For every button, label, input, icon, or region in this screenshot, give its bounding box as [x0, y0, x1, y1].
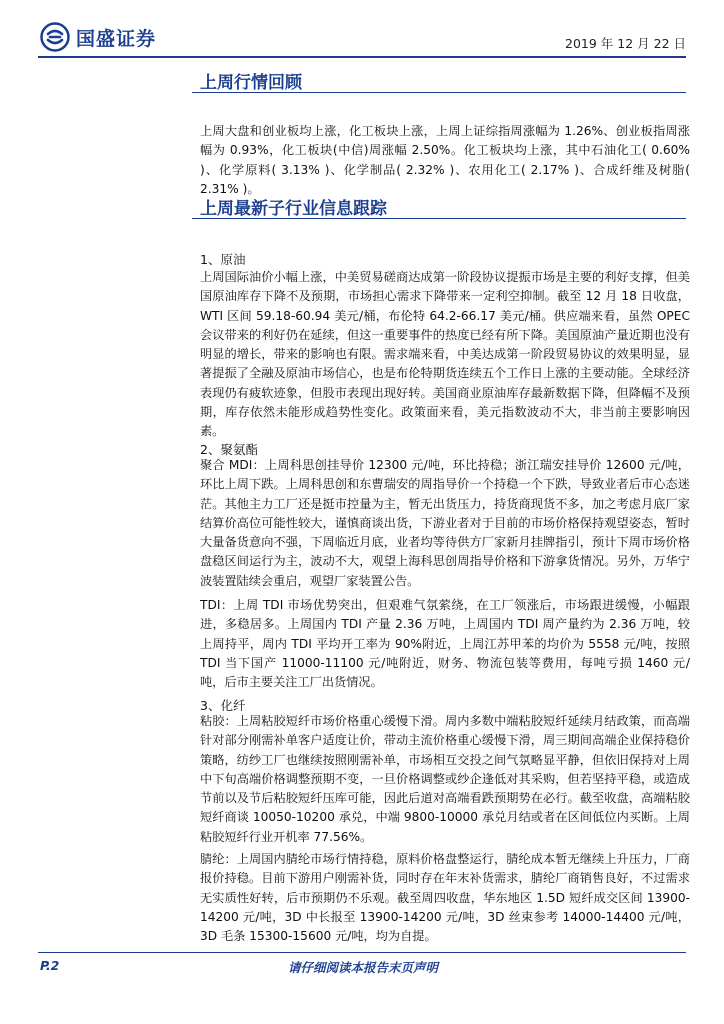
header-divider [38, 56, 686, 58]
subsection-heading-crude-oil: 1、原油 [200, 252, 246, 267]
subsection-heading-polyurethane: 2、聚氨酯 [200, 442, 258, 457]
footer-divider [38, 952, 686, 953]
guosheng-logo-icon [40, 22, 70, 52]
section-title-market-review: 上周行情回顾 [200, 73, 302, 93]
viscose-paragraph: 粘胶：上周粘胶短纤市场价格重心缓慢下滑。周内多数中端粘胶短纤延续月结政策，而高端针对部分刚需补单客户适度让价，带动主流价格重心缓慢下滑，周三期间高端企业保持稳价策略，纺纱工厂也继续按照刚需补单，市场相互交投之间气氛略显平静，但依旧保持对上周中下旬高端价格调整预期不变，一旦价格调整或纱企逢低对其采购，但若坚持平稳，或造成节前以及节后粘胶短纤压库可能，因此后道对高端看跌预期势在必行。截至收盘，高端粘胶短纤商谈 10050-10200 承兑，中端 9800-10000 承兑月结或者在区间低位内买断。上周粘胶短纤行业开机率 77.56%。 [200, 714, 690, 844]
mdi-paragraph: 聚合 MDI：上周科思创挂导价 12300 元/吨，环比持稳；浙江瑞安挂导价 12600 元/吨，环比上周下跌。上周科思创和东曹瑞安的周指导价一个持稳一个下跌，导致业者后市心态迷茫。其他主力工厂还是挺市控量为主，暂无出货压力，持货商现货不多，加之考虑月底厂家结算价高位可能性较大，谨慎商谈出货，下游业者对于目前的市场价格保持观望姿态，暂时大量备货意向不强，下周临近月底，业者均等待供方厂家新月挂牌指引，预计下周市场价格盘稳区间运行为主，波动不大，观望上海科思创周指导价格和下游拿货情况。另外，万华宁波装置陆续会重启，观望厂家装置公告。 [200, 458, 690, 588]
market-review-paragraph: 上周大盘和创业板均上涨，化工板块上涨，上周上证综指周涨幅为 1.26%、创业板指周涨幅为 0.93%，化工板块(中信)周涨幅 2.50%。化工板块均上涨，其中石油化工( 0.60% )、化学原料( 3.13% )、化学制品( 2.32% )、农用化工( 2.17% )、合成纤维及树脂( 2.31% )。 [200, 124, 690, 196]
section-divider [192, 92, 686, 93]
tdi-paragraph: TDI：上周 TDI 市场优势突出，但艰难气氛萦绕，在工厂领涨后，市场跟进缓慢，小幅跟进，多稳居多。上周国内 TDI 产量 2.36 万吨，上周国内 TDI 周产量约为 2.36 万吨，较上周持平，周内 TDI 平均开工率为 90%附近，上周江苏甲苯的均价为 5558 元/吨，按照 TDI 当下国产 11000-11100 元/吨附近，财务、物流包装等费用，每吨亏损 1460 元/吨，后市主要关注工厂出货情况。 [200, 598, 690, 690]
acrylic-paragraph: 腈纶：上周国内腈纶市场行情持稳，原料价格盘整运行，腈纶成本暂无继续上升压力，厂商报价持稳。目前下游用户刚需补货，同时存在年末补货需求，腈纶厂商销售良好，不过需求无实质性好转，后市预期仍不乐观。截至周四收盘，华东地区 1.5D 短纤成交区间 13900-14200 元/吨，3D 中长报至 13900-14200 元/吨，3D 丝束参考 14000-14400 元/吨，3D 毛条 15300-15600 元/吨，均为自提。 [200, 852, 690, 944]
section-divider [192, 218, 686, 219]
subsection-heading-chemical-fiber: 3、化纤 [200, 698, 246, 713]
section-title-industry-tracking: 上周最新子行业信息跟踪 [200, 199, 387, 219]
report-date: 2019 年 12 月 22 日 [565, 36, 686, 51]
brand-name: 国盛证券 [76, 27, 157, 50]
footer-disclaimer: 请仔细阅读本报告末页声明 [288, 960, 439, 975]
brand-logo [40, 22, 156, 52]
crude-oil-paragraph: 上周国际油价小幅上涨，中美贸易磋商达成第一阶段协议提振市场是主要的利好支撑，但美国原油库存下降不及预期，市场担心需求下降带来一定利空抑制。截至 12 月 18 日收盘，WTI 区间 59.18-60.94 美元/桶，布伦特 64.2-66.17 美元/桶。供应端来看，虽然 OPEC 会议带来的利好仍在延续，但这一重要事件的热度已经有所下降。美国原油产量近期也没有明显的增长，带来的影响也有限。需求端来看，中美达成第一阶段贸易协议的效果明显，显著提振了全融及原油市场信心，也是布伦特期货连续五个工作日上涨的主要动能。全球经济表现仍有疲软迹象，但股市表现出现好转。美国商业原油库存最新数据下降，但降幅不及预期，库存依然未能形成趋势性变化。政策面来看，美元指数波动不大，非当前主要影响因素。 [200, 270, 690, 439]
page-header [0, 0, 724, 60]
page-number: P.2 [40, 958, 60, 973]
